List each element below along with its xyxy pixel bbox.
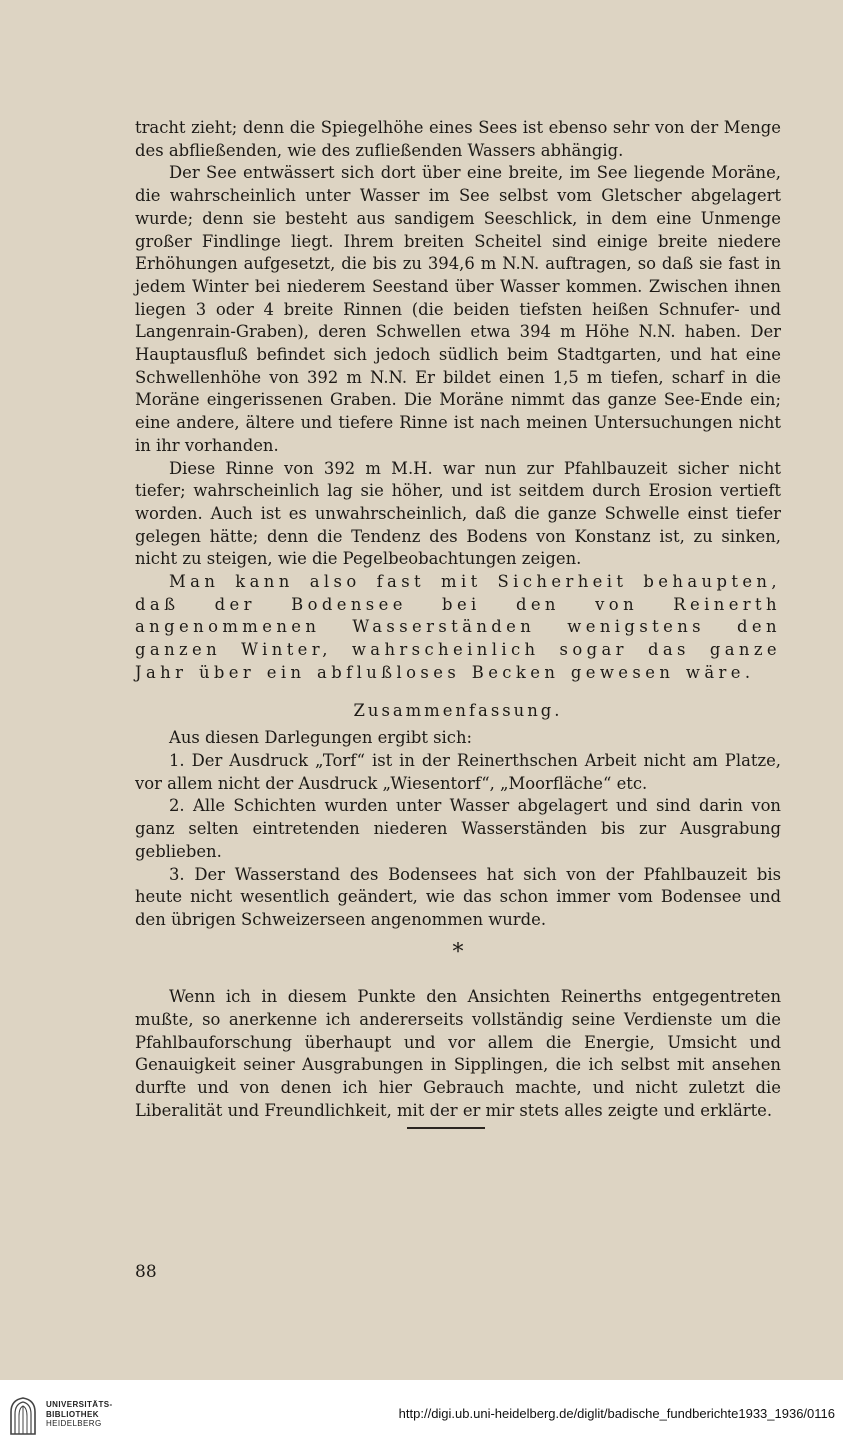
text-block [135,117,781,1123]
viewer-footer [0,1380,843,1449]
summary-point-1: 1. Der Ausdruck „Torf“ ist in der Reinerthschen Arbeit nicht am Platze, vor allem nicht der Ausdruck „Wiesentorf“, „Moorfläche“ etc. [135,750,781,793]
library-line-1: UNIVERSITÄTS- [46,1400,113,1409]
section-asterisk: * [452,939,464,965]
summary-intro: Aus diesen Darlegungen ergibt sich: [169,728,473,748]
paragraph-rinne: Diese Rinne von 392 m M.H. war nun zur Pfahlbauzeit sicher nicht tiefer; wahrscheinlich lag sie höher, und ist seitdem durch Erosion vertieft worden. Auch ist es unwahrscheinlich, daß die ganze Schwelle einst tiefer gelegen hätte; denn die Tendenz des Bodens von Konstanz ist, zu sinken, nicht zu steigen, wie die Pegelbeobachtungen zeigen. [135,458,781,569]
paragraph-moraine: Der See entwässert sich dort über eine breite, im See liegende Moräne, die wahrscheinlich unter Wasser im See selbst vom Gletscher abgelagert wurde; denn sie besteht aus sandigem Seeschlick, in dem eine Unmenge großer Findlinge liegt. Ihrem breiten Scheitel sind einige breite niedere Erhöhungen aufgesetzt, die bis zu 394,6 m N.N. auftragen, so daß sie fast in jedem Winter bei niederem Seestand über Wasser kommen. Zwischen ihnen liegen 3 oder 4 breite Rinnen (die beiden tiefsten heißen Schnufer- und Langenrain-Graben), deren Schwellen etwa 394 m Höhe N.N. haben. Der Hauptausfluß befindet sich jedoch südlich beim Stadtgarten, und hat eine Schwellenhöhe von 392 m N.N. Er bildet einen 1,5 m tiefen, scharf in die Moräne eingerissenen Graben. Die Moräne nimmt das ganze See-Ende ein; eine andere, ältere und tiefere Rinne ist nach meinen Untersuchungen nicht in ihr vorhanden. [135,163,781,455]
section-heading: Zusammenfassung. [353,700,563,720]
paragraph-continuation: tracht zieht; denn die Spiegelhöhe eines Sees ist ebenso sehr von der Menge des abfließenden, wie des zufließenden Wassers abhängig. [135,118,781,160]
closing-paragraph: Wenn ich in diesem Punkte den Ansichten Reinerths entgegentreten mußte, so anerkenne ich andererseits vollständig seine Verdienste um die Pfahlbauforschung überhaupt und vor allem die Energie, Umsicht und Genauigkeit seiner Ausgrabungen in Sipplingen, die ich selbst mit ansehen durfte und von denen ich hier Gebrauch machte, und nicht zuletzt die Liberalität und Freundlichkeit, mit der er mir stets alles zeigte und erklärte. [135,987,781,1120]
heidelberg-library-logo-icon [8,1394,38,1436]
library-name [46,1400,113,1429]
paragraph-conclusion-spaced: Man kann also fast mit Sicherheit behaupten, daß der Bodensee bei den von Reinerth angenommenen Wasserständen wenigstens den ganzen Winter, wahrscheinlich sogar das ganze Jahr über ein abflußloses Becken gewesen wäre. [135,572,781,682]
page-number: 88 [135,1262,157,1282]
summary-point-2: 2. Alle Schichten wurden unter Wasser abgelagert und sind darin von ganz selten eintretenden niederen Wasserständen bis zur Ausgrabung geblieben. [135,796,781,861]
library-line-3: HEIDELBERG [46,1419,102,1428]
source-url-link[interactable]: http://digi.ub.uni-heidelberg.de/diglit/badische_fundberichte1933_1936/0116 [398,1406,835,1421]
summary-point-3: 3. Der Wasserstand des Bodensees hat sich von der Pfahlbauzeit bis heute nicht wesentlich geändert, wie das schon immer vom Bodensee und den übrigen Schweizerseen angenommen wurde. [135,864,781,929]
end-rule [407,1127,485,1129]
library-line-2: BIBLIOTHEK [46,1409,99,1419]
